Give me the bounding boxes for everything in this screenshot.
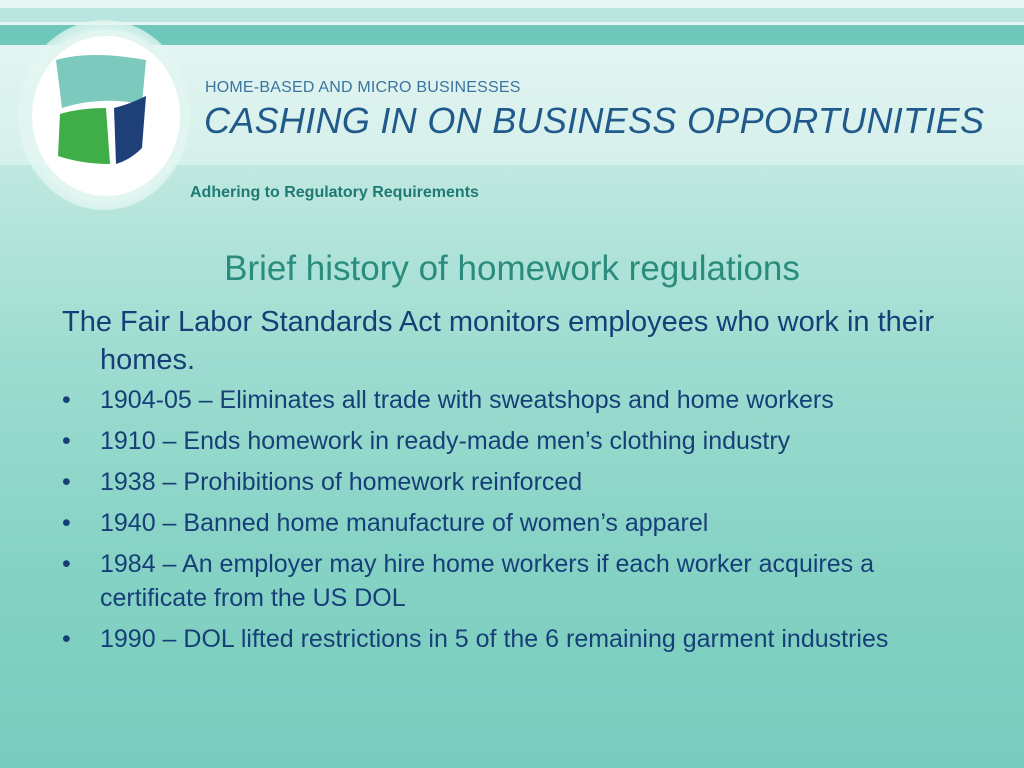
list-item-text: 1938 – Prohibitions of homework reinforced xyxy=(100,468,583,496)
list-item-text: 1990 – DOL lifted restrictions in 5 of the 6 remaining garment industries xyxy=(100,625,889,653)
bullet-icon: • xyxy=(62,550,71,578)
slide-title: Brief history of homework regulations xyxy=(224,249,800,288)
section-label: Adhering to Regulatory Requirements xyxy=(190,184,479,201)
bullet-icon: • xyxy=(62,625,71,653)
bullet-icon: • xyxy=(62,427,71,455)
bullet-icon: • xyxy=(62,386,71,414)
list-item-text: 1910 – Ends homework in ready-made men’s clothing industry xyxy=(100,427,791,455)
list-item xyxy=(62,465,982,499)
three-panel-logo-icon xyxy=(50,52,160,172)
list-item xyxy=(62,506,982,540)
list-item xyxy=(62,383,982,417)
header-stripe-light xyxy=(0,8,1024,22)
list-item xyxy=(62,547,982,615)
bullet-icon: • xyxy=(62,468,71,496)
list-item xyxy=(62,424,982,458)
list-item-text: 1940 – Banned home manufacture of women’s apparel xyxy=(100,509,709,537)
list-item xyxy=(62,622,982,656)
bullet-list xyxy=(62,383,982,656)
bullet-icon: • xyxy=(62,509,71,537)
header-kicker: HOME-BASED AND MICRO BUSINESSES xyxy=(205,79,521,96)
intro-paragraph: The Fair Labor Standards Act monitors employees who work in their homes. xyxy=(62,306,935,376)
slide-body xyxy=(62,303,982,663)
list-item-text: 1984 – An employer may hire home workers if each worker acquires a certificate from the US DOL xyxy=(100,550,874,612)
list-item-text: 1904-05 – Eliminates all trade with sweatshops and home workers xyxy=(100,386,834,414)
header-headline: CASHING IN ON BUSINESS OPPORTUNITIES xyxy=(204,100,985,141)
